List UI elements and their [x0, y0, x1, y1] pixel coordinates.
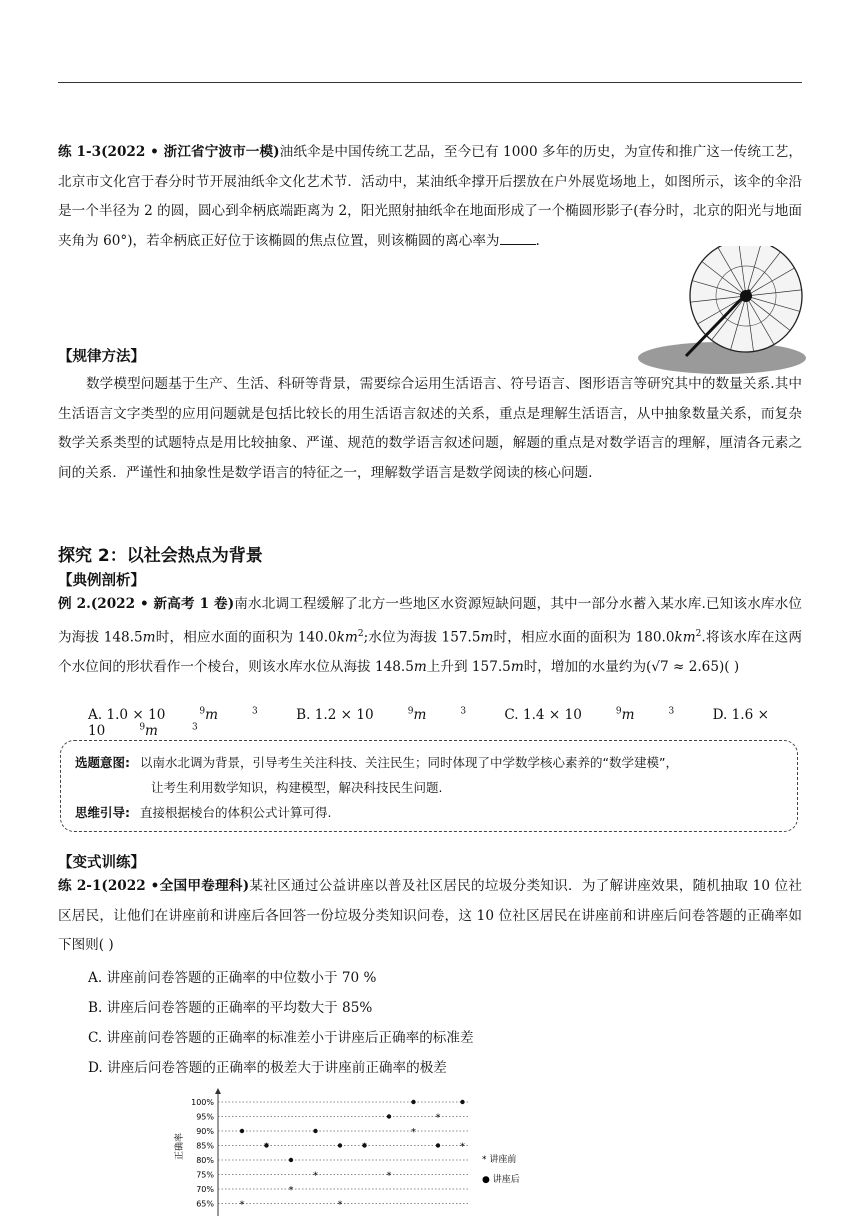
point-after [240, 1129, 244, 1133]
y-axis-label: 正确率 [175, 1132, 185, 1160]
y-tick-label: 75% [196, 1170, 214, 1180]
y-tick-label: 100% [191, 1098, 214, 1107]
accuracy-chart [170, 1088, 550, 1216]
chart-gridlines [218, 1102, 470, 1204]
point-before: * [337, 1199, 343, 1211]
intent-text-cont: 让考生利用数学知识，构建模型，解决科技民生问题. [151, 780, 443, 795]
point-before: * [239, 1199, 245, 1211]
option-b[interactable]: B. 1.2 × 10 $^9$m $^3$ [296, 706, 467, 723]
y-tick-label: 65% [196, 1199, 214, 1209]
point-after [362, 1143, 366, 1147]
intent-text: 以南水北调为背景，引导考生关注科技、关注民生；同时体现了中学数学核心素养的“数学建模”， [139, 755, 678, 770]
example-options [88, 706, 802, 739]
exercise-source: (2022 • 浙江省宁波市一模) [101, 144, 280, 160]
point-before: * [411, 1127, 416, 1138]
method-heading: 【规律方法】 [58, 349, 145, 365]
point-before: * [435, 1112, 441, 1124]
y-tick-label: 90% [196, 1127, 214, 1136]
choice-d[interactable]: D. 讲座后问卷答题的正确率的极差大于讲座前正确率的极差 [88, 1060, 447, 1076]
y-axis-arrow [215, 1088, 221, 1094]
exercise-text: 油纸伞是中国传统工艺品，至今已有 1000 多年的历史，为宣传和推广这一传统工艺，北京市文化宫于春分时节开展油纸伞文化艺术节．活动中，某油纸伞撑开后摆放在户外展览场地上，如图所示，该伞的伞沿是一个半径为 2 的圆，圆心到伞柄底端距离为 2，阳光照射抽纸伞在地面形成了一个椭圆形影子(春分时，北京的阳光与地面夹角为 60°)，若伞柄底正好位于该椭圆的焦点位置，则该椭圆的离心率为 [58, 144, 802, 249]
chart-tick-labels [191, 1098, 214, 1209]
variant-heading: 【变式训练】 [58, 855, 145, 871]
point-before: * [386, 1170, 392, 1182]
point-after [264, 1143, 268, 1147]
exercise-label: 练 1-3 [58, 144, 102, 160]
answer-blank [500, 232, 536, 245]
point-before: * [460, 1141, 465, 1153]
umbrella-illustration [636, 246, 806, 374]
intent-box [60, 740, 798, 832]
point-after [387, 1114, 391, 1118]
example-2: 例 2.(2022 • 新高考 1 卷)南水北调工程缓解了北方一些地区水资源短缺问题，其中一部分水蓄入某水库.已知该水库水位为海拔 148.5m时，相应水面的面积为 $140.0km^2$;水位为海拔 157.5m时，相应水面的面积为 $180.0km^2$.将该水库在这两个水位间的形状看作一个棱台，则该水库水位从海拔 148.5m上升到 157.5m时，增加的水量约为(√7 ≈ 2.65)( ) [58, 596, 802, 675]
legend-before: * 讲座前 [482, 1155, 517, 1165]
method-text: 数学模型问题基于生产、生活、科研等背景，需要综合运用生活语言、符号语言、图形语言等研究其中的数量关系.其中生活语言文字类型的应用问题就是包括比较长的用生活语言叙述的关系，重点是理解生活语言，从中抽象数量关系，而复杂数学关系类型的试题特点是用比较抽象、严谨、规范的数学语言叙述问题，解题的重点是对数学语言的理解，厘清各元素之间的关系．严谨性和抽象性是数学语言的特征之一，理解数学语言是数学阅读的核心问题. [58, 376, 802, 481]
choice-b[interactable]: B. 讲座后问卷答题的正确率的平均数大于 85% [88, 1000, 373, 1016]
point-after [289, 1158, 293, 1162]
point-before: * [288, 1185, 294, 1196]
y-tick-label: 85% [196, 1141, 214, 1151]
point-after [436, 1143, 440, 1147]
legend-after: ● 讲座后 [482, 1175, 520, 1185]
point-before: * [313, 1170, 318, 1182]
point-after [338, 1143, 342, 1147]
option-c[interactable]: C. 1.4 × 10 $^9$m $^3$ [504, 706, 675, 723]
y-tick-label: 95% [196, 1112, 214, 1122]
option-a[interactable]: A. 1.0 × 10 $^9$m $^3$ [88, 706, 258, 723]
choice-c[interactable]: C. 讲座前问卷答题的正确率的标准差小于讲座后正确率的标准差 [88, 1030, 474, 1046]
option-d[interactable]: D. 1.6 × 10 $^9$m $^3$ [88, 706, 769, 740]
choice-a[interactable]: A. 讲座前问卷答题的正确率的中位数小于 70 % [88, 970, 377, 986]
intent-label: 选题意图: [75, 755, 130, 770]
guide-text: 直接根据棱台的体积公式计算可得. [139, 805, 332, 820]
header-rule [58, 82, 802, 83]
exercise-2-1: 练 2-1(2022 •全国甲卷理科)某社区通过公益讲座以普及社区居民的垃圾分类知识．为了解讲座效果，随机抽取 10 位社区居民，让他们在讲座前和讲座后各回答一份垃圾分类知识问卷，这 10 位社区居民在讲座前和讲座后问卷答题的正确率如下图则( ) [58, 878, 802, 953]
guide-label: 思维引导: [75, 805, 130, 820]
point-after [460, 1100, 464, 1104]
point-after [313, 1129, 317, 1133]
example-heading: 【典例剖析】 [58, 573, 145, 589]
y-tick-label: 80% [196, 1156, 214, 1165]
point-after [411, 1100, 415, 1104]
y-tick-label: 70% [196, 1185, 214, 1194]
exercise-1-3: 练 1-3(2022 • 浙江省宁波市一模)油纸伞是中国传统工艺品，至今已有 1000 多年的历史，为宣传和推广这一传统工艺，北京市文化宫于春分时节开展油纸伞文化艺术节．活动中，某油纸伞撑开后摆放在户外展览场地上，如图所示，该伞的伞沿是一个半径为 2 的圆，圆心到伞柄底端距离为 2，阳光照射抽纸伞在地面形成了一个椭圆形影子(春分时，北京的阳光与地面夹角为 60°)，若伞柄底正好位于该椭圆的焦点位置，则该椭圆的离心率为 . [58, 144, 802, 249]
section-title: 探究 2：以社会热点为背景 [58, 546, 263, 566]
